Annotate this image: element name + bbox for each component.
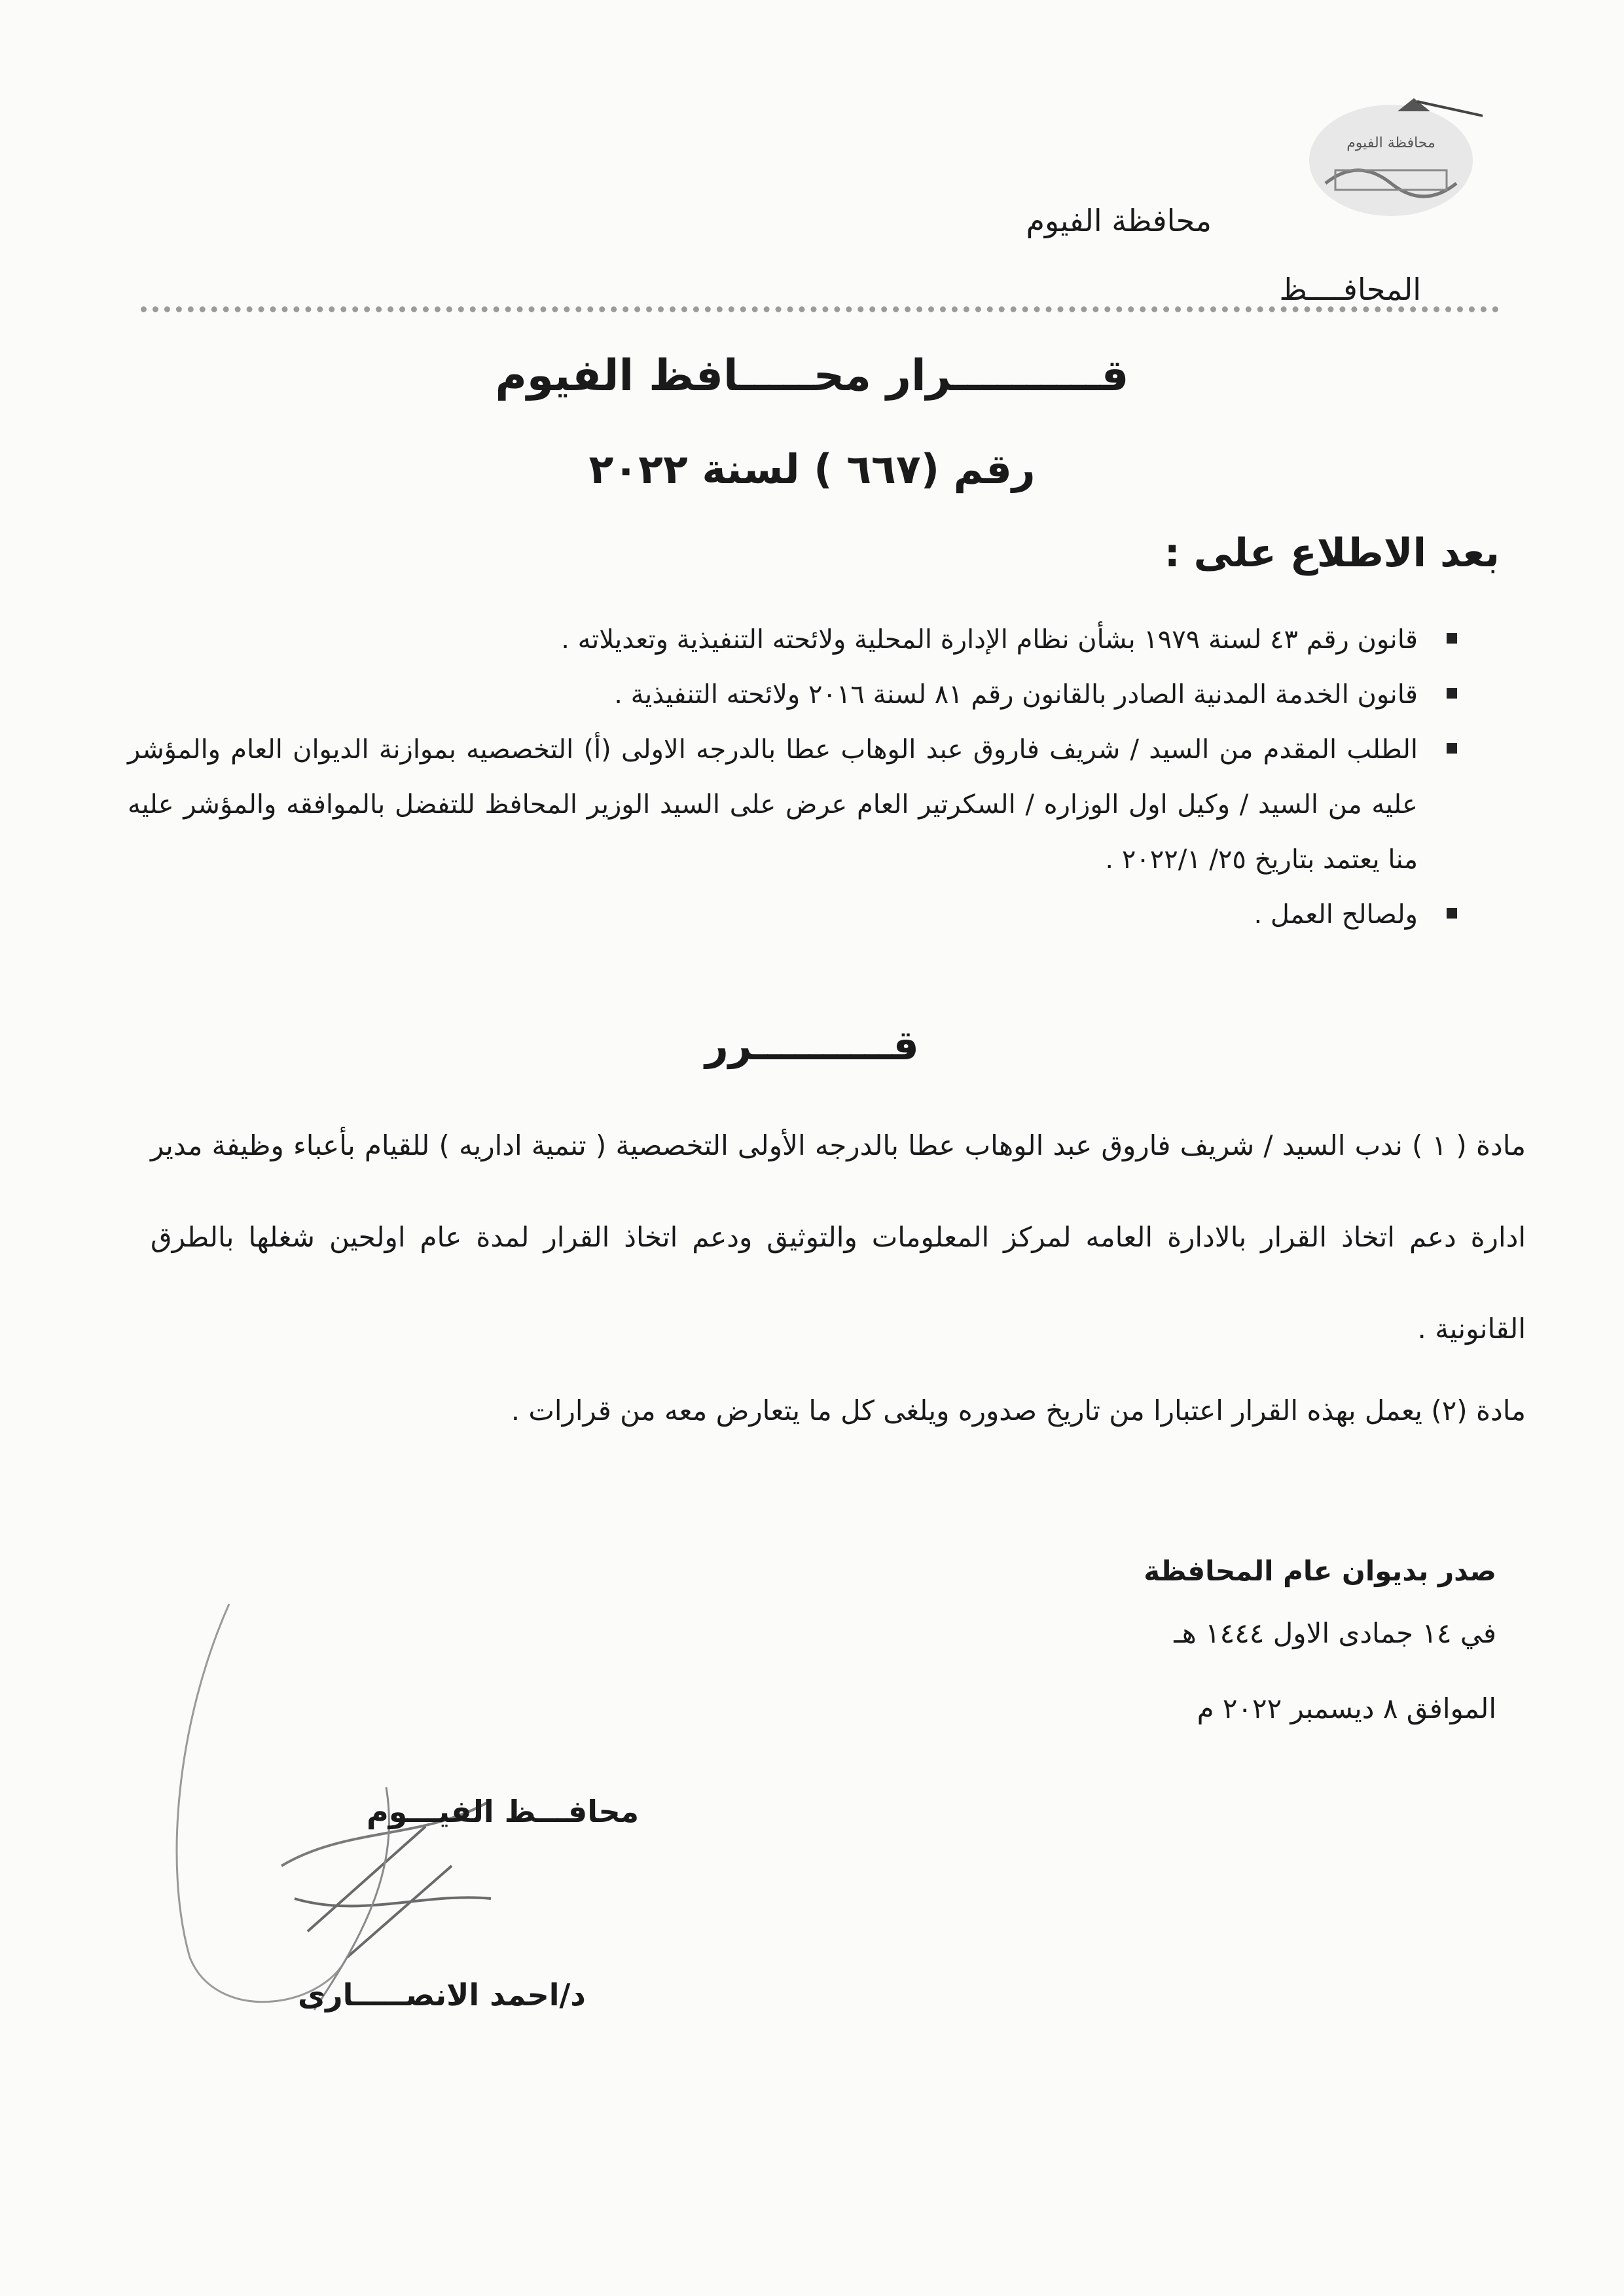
signature-title: محافـــظ الفيـــوم — [367, 1794, 640, 1829]
gregorian-date: الموافق ٨ ديسمبر ٢٠٢٢ م — [1197, 1692, 1496, 1724]
article-2: مادة (٢) يعمل بهذه القرار اعتبارا من تاريخ صدوره ويلغى كل ما يتعارض معه من قرارات . — [511, 1394, 1526, 1427]
governorate-name: محافظة الفيوم — [1026, 203, 1212, 238]
decision-title: قــــــــــرار محـــــافظ الفيوم — [495, 350, 1129, 401]
list-item: قانون الخدمة المدنية الصادر بالقانون رقم ٨١ لسنة ٢٠١٦ ولائحته التنفيذية . — [128, 667, 1457, 722]
decision-number: رقم (٦٦٧ ) لسنة ٢٠٢٢ — [588, 445, 1036, 493]
bullet-icon — [1447, 743, 1457, 754]
bullet-icon — [1447, 908, 1457, 919]
preamble-list — [128, 612, 1457, 942]
governorate-logo-stamp — [1299, 85, 1483, 223]
governor-label: المحافــــظ — [1279, 272, 1421, 307]
decision-heading: قــــــــــرر — [705, 1021, 919, 1069]
bullet-icon — [1447, 688, 1457, 699]
list-item: قانون رقم ٤٣ لسنة ١٩٧٩ بشأن نظام الإدارة المحلية ولائحته التنفيذية وتعديلاته . — [128, 612, 1457, 667]
signature-name: د/احمد الانصـــــارى — [298, 1977, 586, 2013]
list-item: ولصالح العمل . — [128, 887, 1457, 942]
bullet-icon — [1447, 633, 1457, 644]
preamble-heading: بعد الاطلاع على : — [1164, 530, 1500, 576]
issuance-label: صدر بديوان عام المحافظة — [1144, 1555, 1496, 1587]
hijri-date: في ١٤ جمادى الاول ١٤٤٤ هـ — [1174, 1617, 1496, 1649]
article-1: مادة ( ١ ) ندب السيد / شريف فاروق عبد الوهاب عطا بالدرجه الأولى التخصصية ( تنمية اداريه ) للقيام بأعباء وظيفة مدير ادارة دعم اتخاذ القرار بالادارة العامه لمركز المعلومات والتوثيق ودعم اتخاذ القرار لمدة عام اولحين شغلها بالطرق القانونية . — [151, 1129, 1526, 1345]
header-divider — [141, 306, 1499, 312]
svg-text:محافظة الفيوم: محافظة الفيوم — [1346, 135, 1435, 151]
list-item: الطلب المقدم من السيد / شريف فاروق عبد الوهاب عطا بالدرجه الاولى (أ) التخصصيه بموازنة الديوان العام والمؤشر عليه من السيد / وكيل اول الوزاره / السكرتير العام عرض على السيد الوزير المحافظ للتفضل بالموافقه والمؤشر عليه منا يعتمد بتاريخ ٢٥/ ٢٠٢٢/١ . — [128, 722, 1457, 887]
